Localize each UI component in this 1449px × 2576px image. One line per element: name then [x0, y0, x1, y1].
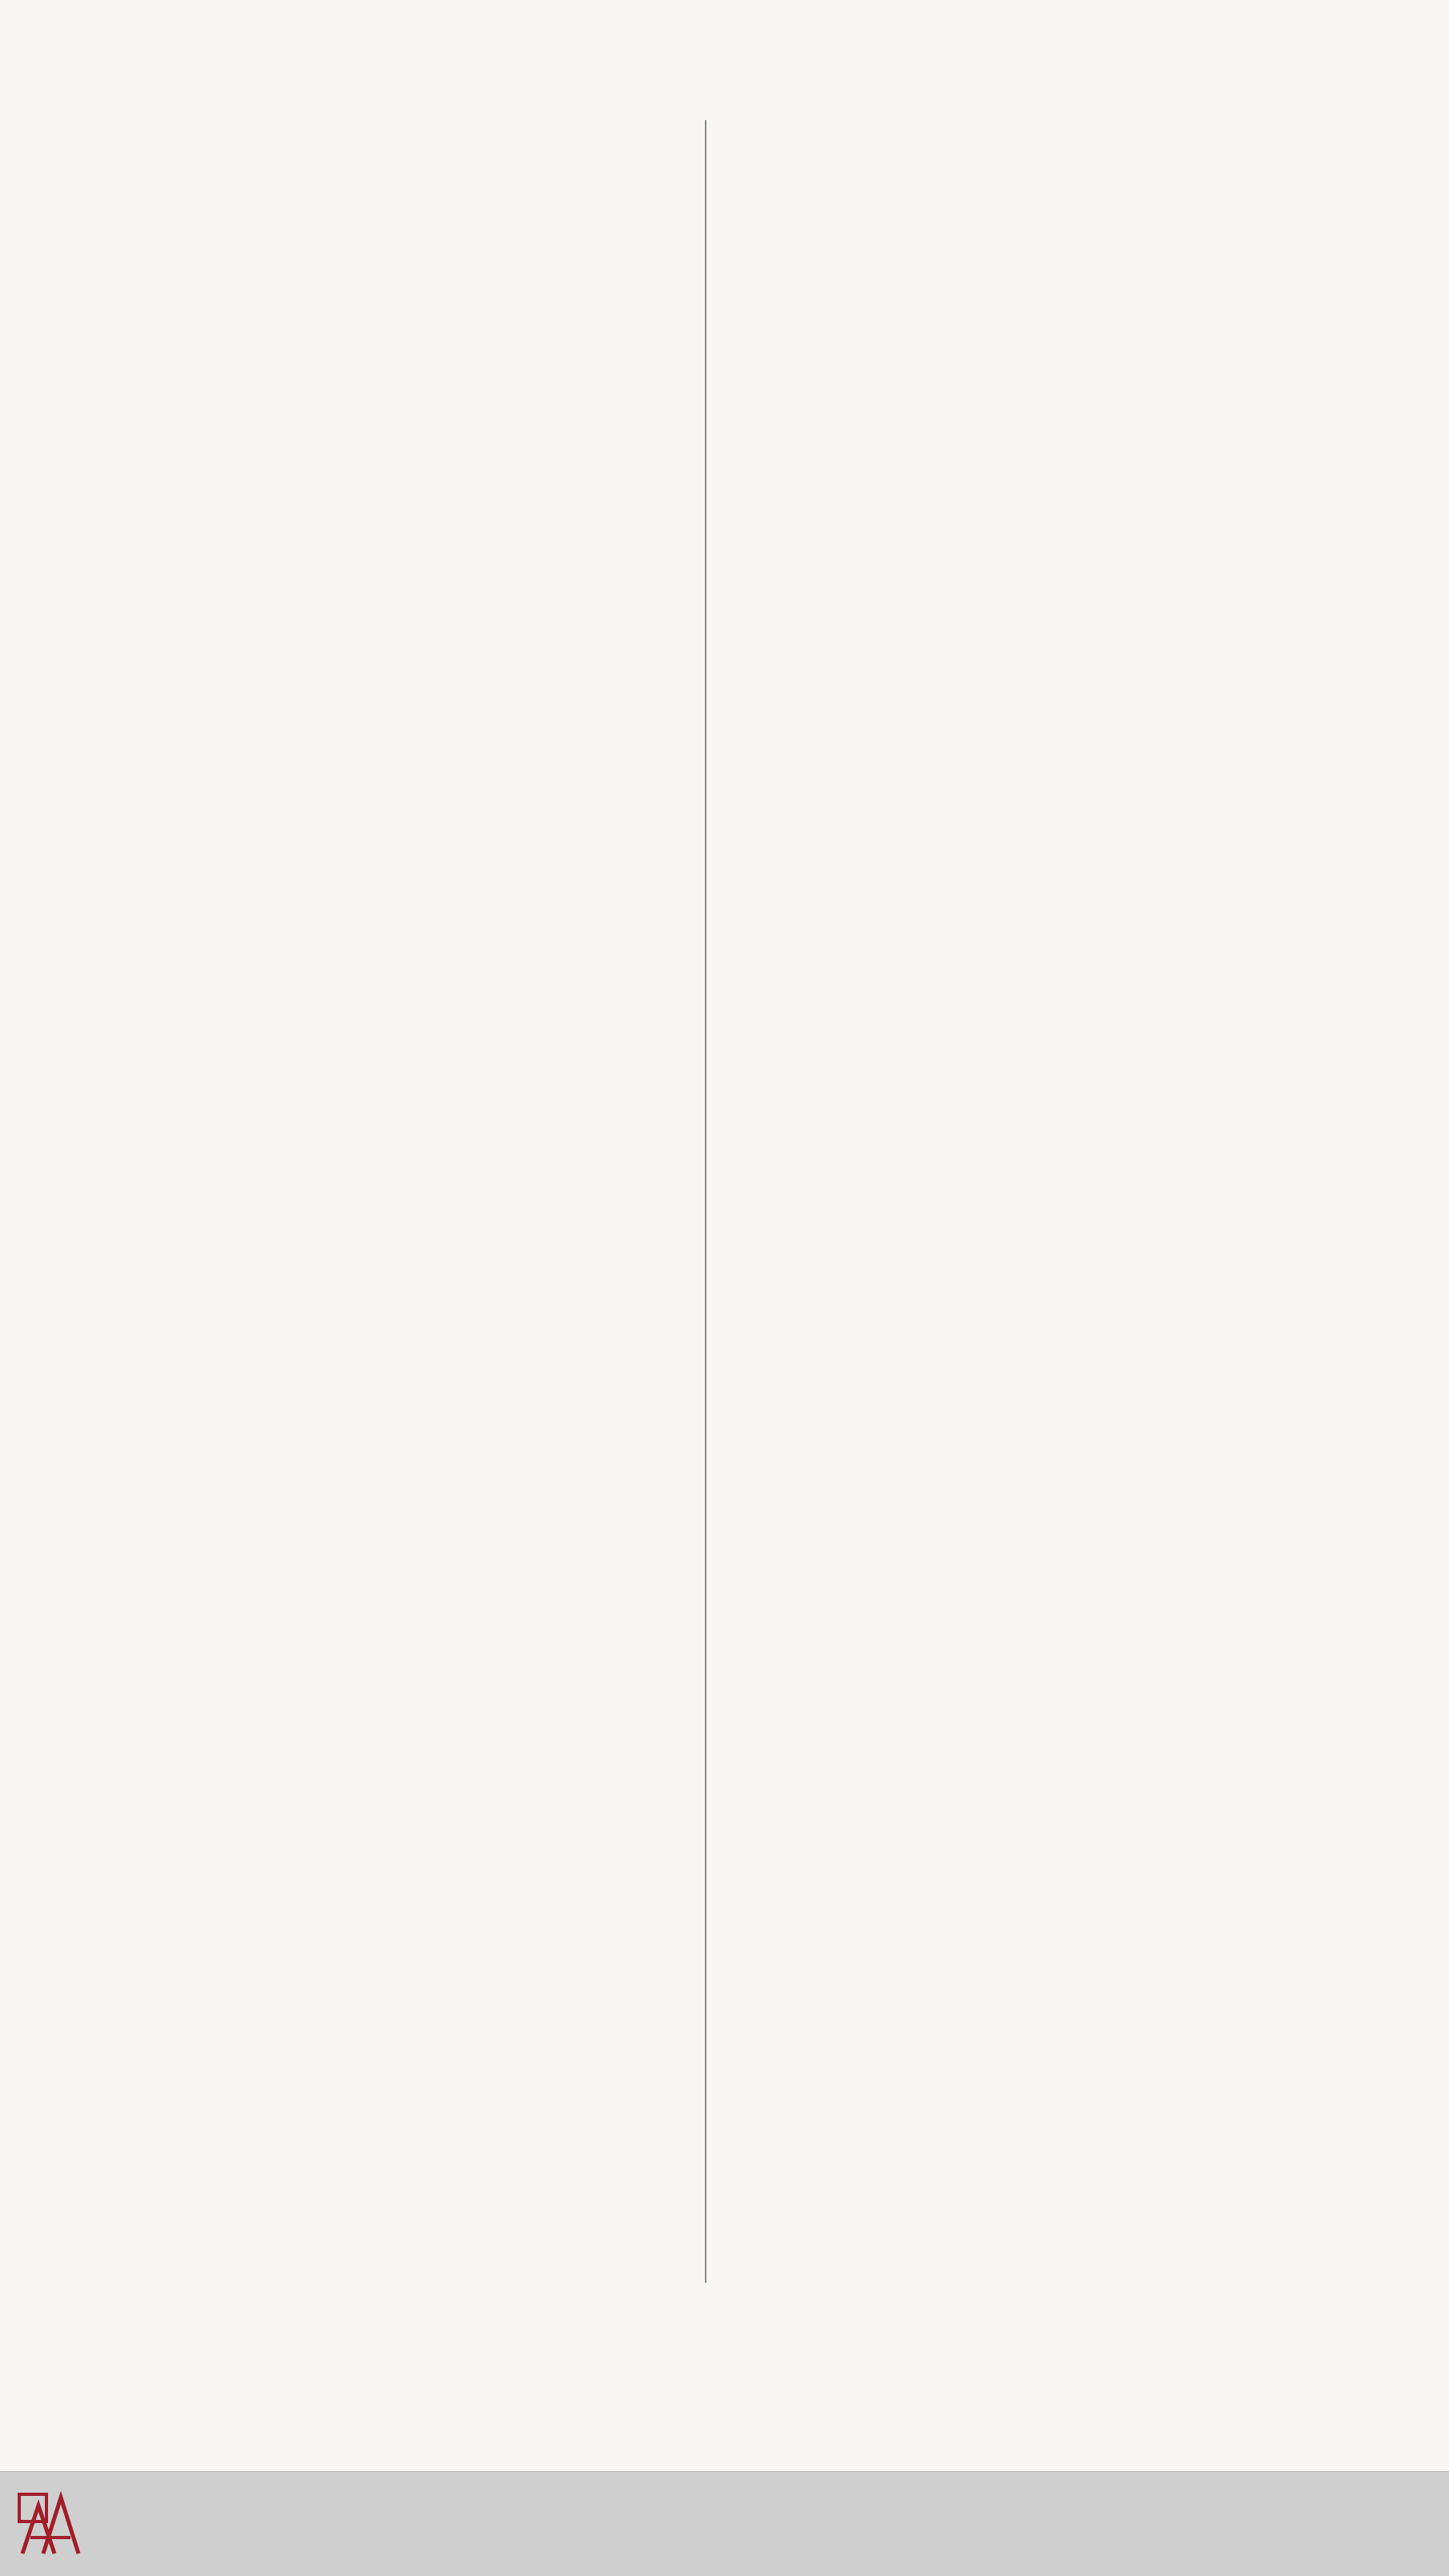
library-seal-icon: [14, 2489, 85, 2560]
column-divider: [705, 120, 706, 2283]
footer-bar: [0, 2471, 1449, 2576]
